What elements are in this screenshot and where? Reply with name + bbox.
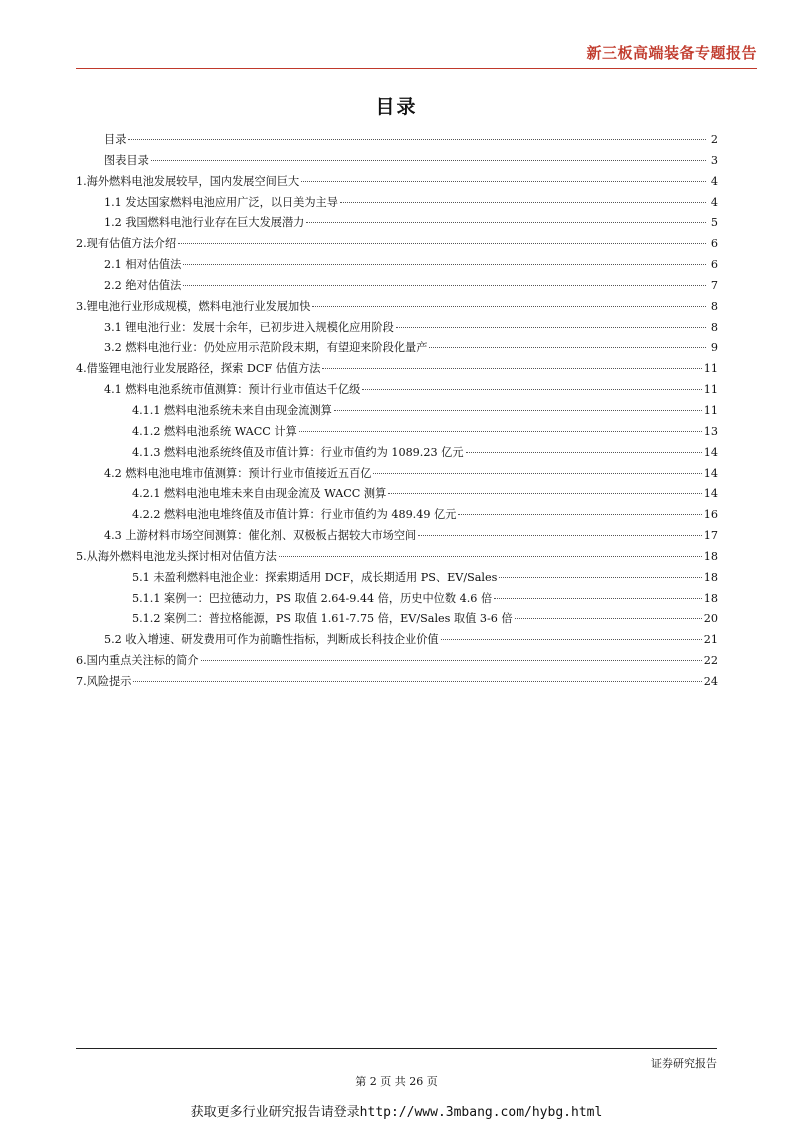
toc-entry-label: 3.锂电池行业形成规模，燃料电池行业发展加快 — [76, 299, 311, 313]
toc-entry-label: 2.现有估值方法介绍 — [76, 237, 177, 251]
toc-dot-leader — [388, 493, 701, 494]
toc-entry-page: 16 — [703, 508, 718, 522]
toc-entry-page: 9 — [710, 341, 718, 355]
toc-dot-leader — [151, 160, 706, 161]
toc-entry[interactable] — [76, 672, 718, 693]
toc-entry[interactable] — [76, 505, 718, 526]
toc-entry-page: 18 — [703, 549, 718, 563]
toc-entry[interactable] — [76, 359, 718, 380]
toc-entry-page: 5 — [710, 216, 718, 230]
toc-entry[interactable] — [76, 193, 718, 214]
toc-entry-page: 20 — [703, 612, 718, 626]
toc-entry[interactable] — [76, 651, 718, 672]
toc-dot-leader — [362, 389, 701, 390]
toc-entry-label: 1.1 发达国家燃料电池应用广泛，以日美为主导 — [104, 195, 338, 209]
toc-entry[interactable] — [76, 422, 718, 443]
toc-entry-label: 5.2 收入增速、研发费用可作为前瞻性指标，判断成长科技企业价值 — [104, 633, 439, 647]
toc-dot-leader — [418, 535, 702, 536]
toc-dot-leader — [183, 285, 706, 286]
toc-entry-label: 1.2 我国燃料电池行业存在巨大发展潜力 — [104, 216, 305, 230]
toc-entry-page: 6 — [710, 237, 718, 251]
toc-entry[interactable] — [76, 464, 718, 485]
toc-entry[interactable] — [76, 276, 718, 297]
toc-entry-label: 4.2.1 燃料电池电堆未来自由现金流及 WACC 测算 — [132, 487, 387, 501]
toc-dot-leader — [466, 452, 702, 453]
toc-entry-label: 5.1.1 案例一：巴拉德动力，PS 取值 2.64-9.44 倍，历史中位数 4.6 倍 — [132, 591, 493, 605]
toc-entry-label: 7.风险提示 — [76, 674, 132, 688]
toc-entry-page: 21 — [703, 633, 718, 647]
toc-dot-leader — [515, 618, 702, 619]
toc-entry-page: 14 — [703, 445, 718, 459]
toc-entry-page: 13 — [703, 424, 718, 438]
toc-dot-leader — [178, 243, 706, 244]
toc-entry[interactable] — [76, 255, 718, 276]
toc-entry-page: 2 — [710, 133, 718, 146]
header-divider — [76, 68, 757, 69]
toc-entry-label: 4.3 上游材料市场空间测算：催化剂、双极板占据较大市场空间 — [104, 529, 417, 543]
report-header-title: 新三板高端装备专题报告 — [586, 44, 757, 62]
toc-entry-page: 4 — [710, 174, 718, 188]
toc-entry-page: 11 — [703, 362, 718, 376]
toc-entry[interactable] — [76, 338, 718, 359]
toc-dot-leader — [499, 577, 701, 578]
toc-dot-leader — [301, 181, 706, 182]
toc-entry[interactable] — [76, 130, 718, 151]
toc-dot-leader — [494, 598, 702, 599]
toc-entry[interactable] — [76, 443, 718, 464]
toc-entry[interactable] — [76, 172, 718, 193]
toc-entry-page: 8 — [710, 299, 718, 313]
toc-dot-leader — [306, 222, 706, 223]
toc-entry-label: 5.1 未盈利燃料电池企业：探索期适用 DCF，成长期适用 PS、EV/Sales — [132, 570, 498, 584]
toc-dot-leader — [279, 556, 702, 557]
toc-entry[interactable] — [76, 297, 718, 318]
toc-entry-page: 8 — [710, 320, 718, 334]
toc-entry[interactable] — [76, 401, 718, 422]
toc-entry-label: 4.1.3 燃料电池系统终值及市值计算：行业市值约为 1089.23 亿元 — [132, 445, 464, 459]
toc-entry[interactable] — [76, 547, 718, 568]
toc-entry-page: 24 — [703, 674, 718, 688]
toc-entry-page: 7 — [710, 278, 718, 292]
page-number: 第 2 页 共 26 页 — [355, 1075, 438, 1088]
toc-dot-leader — [299, 431, 702, 432]
toc-entry-page: 3 — [710, 153, 718, 167]
toc-entry-label: 4.2 燃料电池电堆市值测算：预计行业市值接近五百亿 — [104, 466, 372, 480]
toc-dot-leader — [201, 660, 702, 661]
toc-entry[interactable] — [76, 380, 718, 401]
toc-dot-leader — [334, 410, 702, 411]
toc-entry-page: 4 — [710, 195, 718, 209]
toc-dot-leader — [322, 368, 701, 369]
toc-entry-label: 4.1 燃料电池系统市值测算：预计行业市值达千亿级 — [104, 383, 361, 397]
toc-entry[interactable] — [76, 151, 718, 172]
toc-entry[interactable] — [76, 568, 718, 589]
toc-entry-label: 2.1 相对估值法 — [104, 258, 182, 272]
toc-entry-page: 11 — [703, 403, 718, 417]
toc-entry-label: 4.1.2 燃料电池系统 WACC 计算 — [132, 424, 297, 438]
toc-entry-label: 6.国内重点关注标的简介 — [76, 654, 199, 668]
table-of-contents — [76, 130, 718, 693]
toc-entry[interactable] — [76, 589, 718, 610]
toc-entry-label: 5.从海外燃料电池龙头探讨相对估值方法 — [76, 549, 277, 563]
toc-dot-leader — [340, 202, 706, 203]
toc-entry[interactable] — [76, 213, 718, 234]
toc-entry-page: 18 — [703, 591, 718, 605]
toc-entry-label: 4.2.2 燃料电池电堆终值及市值计算：行业市值约为 489.49 亿元 — [132, 508, 457, 522]
toc-entry[interactable] — [76, 526, 718, 547]
toc-entry[interactable] — [76, 234, 718, 255]
toc-entry-label: 4.借鉴锂电池行业发展路径，探索 DCF 估值方法 — [76, 362, 321, 376]
toc-dot-leader — [441, 639, 702, 640]
toc-entry-label: 4.1.1 燃料电池系统未来自由现金流测算 — [132, 403, 332, 417]
toc-entry-page: 14 — [703, 487, 718, 501]
toc-dot-leader — [396, 327, 706, 328]
toc-dot-leader — [312, 306, 706, 307]
toc-dot-leader — [429, 347, 706, 348]
toc-dot-leader — [373, 473, 701, 474]
toc-entry[interactable] — [76, 484, 718, 505]
toc-dot-leader — [458, 514, 701, 515]
toc-entry[interactable] — [76, 318, 718, 339]
toc-entry-label: 图表目录 — [104, 153, 149, 167]
toc-entry-label: 1.海外燃料电池发展较早，国内发展空间巨大 — [76, 174, 300, 188]
toc-title: 目录 — [375, 96, 418, 118]
toc-entry-label: 3.2 燃料电池行业：仍处应用示范阶段末期，有望迎来阶段化量产 — [104, 341, 428, 355]
toc-entry-page: 11 — [703, 383, 718, 397]
toc-entry-page: 22 — [703, 654, 718, 668]
toc-dot-leader — [183, 264, 706, 265]
toc-entry-page: 14 — [703, 466, 718, 480]
toc-entry-label: 2.2 绝对估值法 — [104, 278, 182, 292]
toc-entry[interactable] — [76, 630, 718, 651]
footer-report-label: 证券研究报告 — [651, 1057, 717, 1070]
toc-dot-leader — [128, 139, 706, 140]
toc-entry-page: 17 — [703, 529, 718, 543]
footer-banner-link[interactable]: 获取更多行业研究报告请登录http://www.3mbang.com/hybg.html — [190, 1105, 603, 1120]
toc-entry-page: 6 — [710, 258, 718, 272]
toc-dot-leader — [133, 681, 701, 682]
toc-entry-label: 3.1 锂电池行业：发展十余年，已初步进入规模化应用阶段 — [104, 320, 394, 334]
toc-entry-page: 18 — [703, 570, 718, 584]
toc-entry[interactable] — [76, 609, 718, 630]
footer-divider — [76, 1048, 717, 1049]
toc-entry-label: 目录 — [104, 133, 127, 146]
toc-entry-label: 5.1.2 案例二：普拉格能源，PS 取值 1.61-7.75 倍，EV/Sales 取值 3-6 倍 — [132, 612, 513, 626]
